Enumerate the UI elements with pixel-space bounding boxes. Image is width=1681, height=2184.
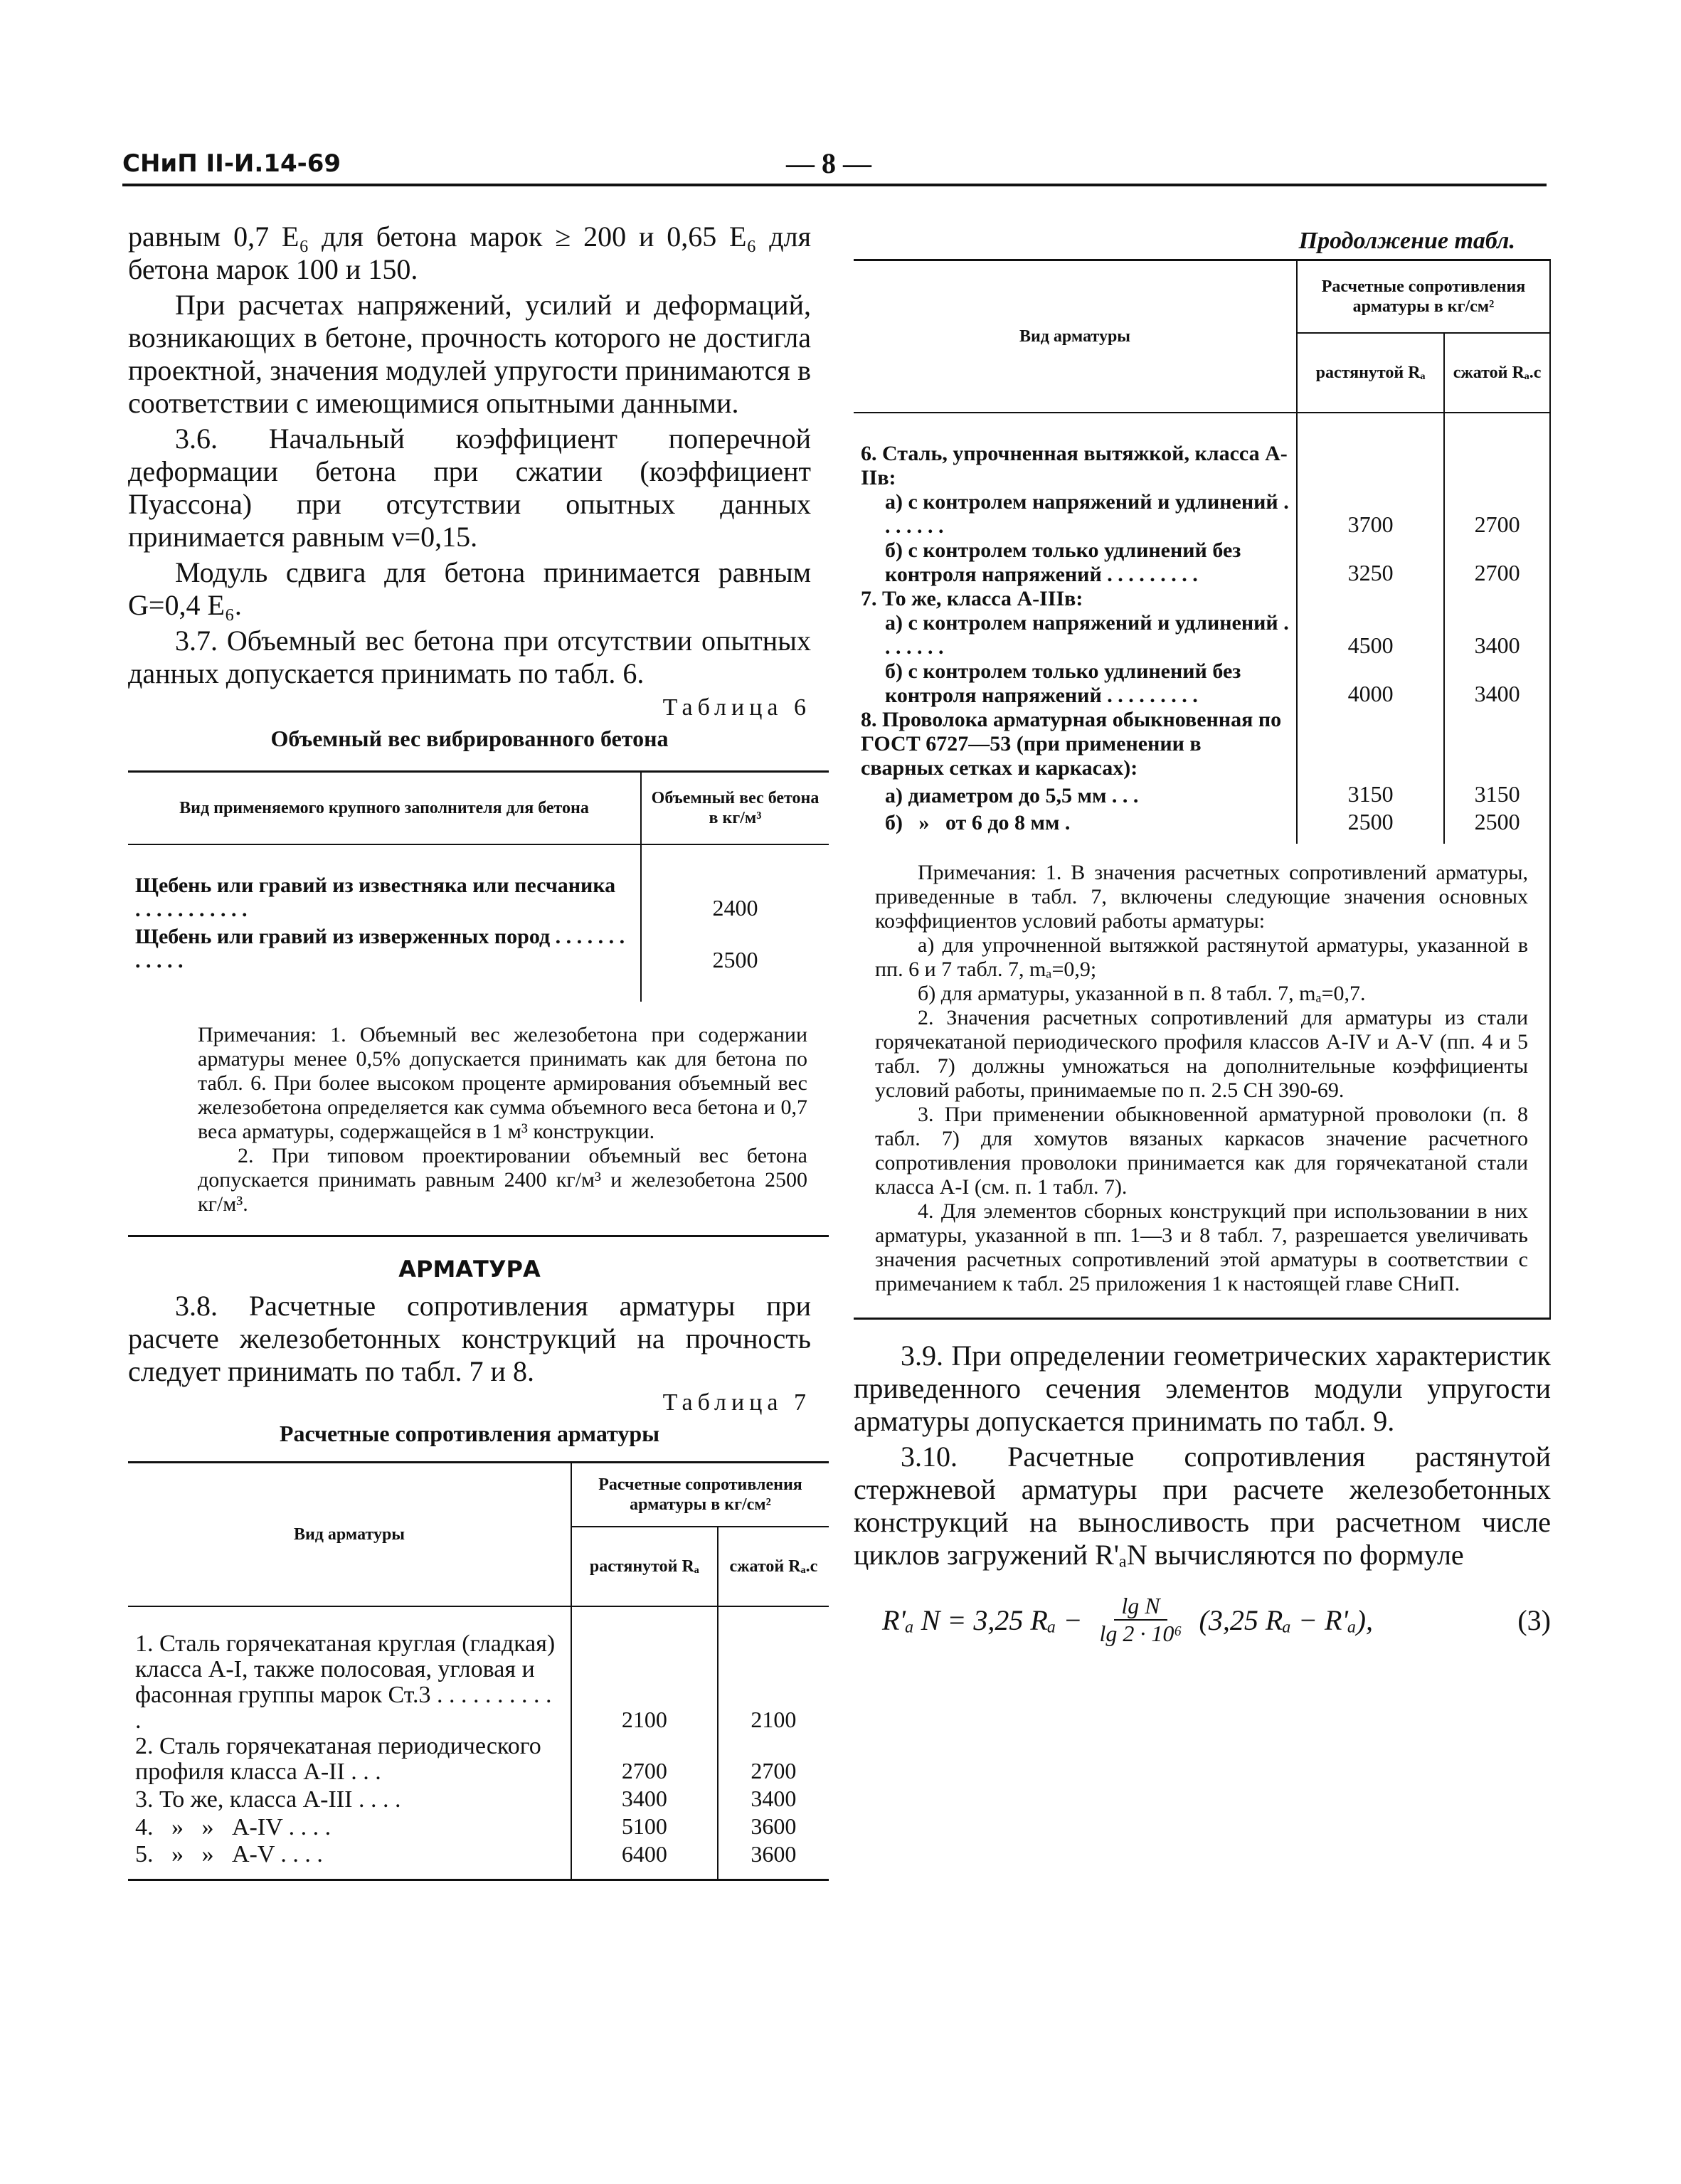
table-row: а) диаметром до 5,5 мм . . . xyxy=(885,784,1139,807)
table-row: 7. То же, класса А-IIIв: xyxy=(861,587,1083,610)
table-7 xyxy=(128,1461,829,1881)
table-7-header-group: Расчетные сопротивления арматуры в кг/см² xyxy=(571,1463,829,1527)
table-cell: 3600 xyxy=(718,1840,829,1880)
table-6-header-weight: Объемный вес бетона в кг/м³ xyxy=(641,772,829,845)
note: а) для упрочненной вытяжкой растянутой арматуры, указанной в пп. 6 и 7 табл. 7, mₐ=0,9; xyxy=(875,933,1528,981)
table-row: 6. Сталь, упрочненная вытяжкой, класса А-IIв: xyxy=(861,442,1288,489)
table-cell: 3700 xyxy=(1297,490,1444,539)
table-cell: 3150 xyxy=(1297,780,1444,808)
table-7-header-kind: Вид арматуры xyxy=(128,1463,571,1607)
table-cell xyxy=(1444,413,1550,490)
table-cell xyxy=(1444,587,1550,611)
paragraph-3-10: 3.10. Расчетные сопротивления растянутой стержневой арматуры при расчете железобетонных конструкций на выносливость при расчетном числе циклов загружений R'ₐN вычисляются по формуле xyxy=(854,1441,1551,1571)
table-7-notes xyxy=(854,844,1550,1319)
table-cell xyxy=(1297,708,1444,780)
table-7-header-compression: сжатой Rₐ.с xyxy=(1444,333,1550,413)
table-7-label: Таблица 7 xyxy=(662,1389,811,1416)
table-row: Щебень или гравий из изверженных пород . . . . . . . . . . . . xyxy=(135,925,625,972)
note: 3. При применении обыкновенной арматурной проволоки (п. 8 табл. 7) для хомутов вязаных каркасов значение расчетного сопротивления проволоки принимается как для горячекатаной стали класса А-I (см. п. 1 табл. 7). xyxy=(875,1103,1528,1199)
table-row: 4. » » А-IV . . . . xyxy=(135,1814,332,1840)
formula-rhs: (3,25 Rₐ − R'ₐ), xyxy=(1199,1603,1373,1636)
note: б) для арматуры, указанной в п. 8 табл. 7, mₐ=0,7. xyxy=(918,982,1366,1005)
page-number: — 8 — xyxy=(786,147,871,179)
table-7-header-tension: растянутой Rₐ xyxy=(571,1527,718,1606)
table-cell: 5100 xyxy=(571,1813,718,1840)
table-6-title: Объемный вес вибрированного бетона xyxy=(270,726,669,751)
table-cell: 3600 xyxy=(718,1813,829,1840)
table-6 xyxy=(128,770,829,1237)
table-row: б) с контролем только удлинений без контроля напряжений . . . . . . . . . xyxy=(885,659,1241,707)
section-heading: АРМАТУРА xyxy=(398,1256,541,1283)
paragraph-3-9: 3.9. При определении геометрических характеристик приведенного сечения элементов модули упругости арматуры допускается принимать по табл. 9. xyxy=(854,1340,1551,1437)
header-rule xyxy=(122,184,1547,186)
table-row: 3. То же, класса А-III . . . . xyxy=(135,1786,401,1813)
table-cell: 2700 xyxy=(571,1734,718,1785)
table-cell: 2700 xyxy=(718,1734,829,1785)
continued-table-label: Продолжение табл. xyxy=(1298,228,1515,254)
table-row: Щебень или гравий из известняка или песчаника . . . . . . . . . . . xyxy=(135,874,616,921)
paragraph: При расчетах напряжений, усилий и деформаций, возникающих в бетоне, прочность которого не достигла проектной, значения модулей упругости принимаются в соответствии с имеющимися опытными данными. xyxy=(128,289,811,419)
note: 2. Значения расчетных сопротивлений для арматуры из стали горячекатаной периодического профиля классов А-IV и А-V (пп. 4 и 5 табл. 7) должны умножаться на дополнительные коэффициенты условий работы, принимаемые по п. 2.5 СН 390-69. xyxy=(875,1006,1528,1102)
table-7-header-compression: сжатой Rₐ.с xyxy=(718,1527,829,1606)
paragraph: равным 0,7 E₆ для бетона марок ≥ 200 и 0,65 E₆ для бетона марок 100 и 150. xyxy=(128,221,811,285)
paragraph-3-6: 3.6. Начальный коэффициент поперечной деформации бетона при сжатии (коэффициент Пуассона) при отсутствии опытных данных принимается равным ν=0,15. xyxy=(128,423,811,553)
table-cell: 2500 xyxy=(641,922,829,1002)
paragraph-3-8: 3.8. Расчетные сопротивления арматуры при расчете железобетонных конструкций на прочность следует принимать по табл. 7 и 8. xyxy=(128,1290,811,1387)
note: 4. Для элементов сборных конструкций при использовании в них арматуры, указанной в пп. 1—3 и 8 табл. 7, разрешается увеличивать значения расчетных сопротивлений этой арматуры в соответствии с примечанием к табл. 25 приложения 1 к настоящей главе СНиП. xyxy=(875,1199,1528,1295)
paragraph-3-7: 3.7. Объемный вес бетона при отсутствии опытных данных допускается принимать по табл. 6. xyxy=(128,625,811,689)
note: 2. При типовом проектировании объемный вес бетона допускается принимать равным 2400 кг/м³ и железобетона 2500 кг/м³. xyxy=(198,1144,807,1216)
table-cell: 3400 xyxy=(1444,659,1550,708)
formula-lhs: R'ₐ N = 3,25 Rₐ − xyxy=(882,1603,1083,1636)
table-cell: 2100 xyxy=(571,1606,718,1734)
table-cell: 6400 xyxy=(571,1840,718,1880)
table-row: 5. » » А-V . . . . xyxy=(135,1841,323,1867)
table-cell xyxy=(1297,413,1444,490)
table-cell xyxy=(1444,708,1550,780)
table-7-header-kind: Вид арматуры xyxy=(854,260,1297,413)
note: Примечания: 1. Объемный вес железобетона при содержании арматуры менее 0,5% допускается принимать как для бетона по табл. 6. При более высоком проценте армирования объемный вес железобетона определяется как сумма объемного веса бетона и 0,7 веса арматуры, содержащейся в 1 м³ конструкции. xyxy=(198,1023,807,1143)
table-cell: 2700 xyxy=(1444,539,1550,587)
table-cell: 3400 xyxy=(718,1785,829,1813)
table-row: б) с контролем только удлинений без контроля напряжений . . . . . . . . . xyxy=(885,539,1241,586)
left-column xyxy=(128,221,820,1881)
table-cell: 2400 xyxy=(641,844,829,922)
right-column xyxy=(854,228,1551,1647)
table-cell: 2100 xyxy=(718,1606,829,1734)
table-row: а) с контролем напряжений и удлинений . . . . . . . xyxy=(885,611,1289,659)
table-7-header-tension: растянутой Rₐ xyxy=(1297,333,1444,413)
formula-fraction xyxy=(1092,1593,1189,1647)
table-cell: 4500 xyxy=(1297,611,1444,659)
table-6-header-aggregate: Вид применяемого крупного заполнителя для бетона xyxy=(128,772,641,845)
table-row: 2. Сталь горячекатаная периодического профиля класса А-II . . . xyxy=(135,1733,541,1785)
table-6-label: Таблица 6 xyxy=(662,694,811,721)
table-cell: 3250 xyxy=(1297,539,1444,587)
table-row: а) с контролем напряжений и удлинений . . . . . . . xyxy=(885,490,1289,538)
table-cell: 2500 xyxy=(1444,808,1550,844)
table-6-notes xyxy=(128,1002,829,1236)
table-row: 1. Сталь горячекатаная круглая (гладкая) класса А-I, также полосовая, угловая и фасонная группы марок Ст.3 . . . . . . . . . . . xyxy=(135,1631,556,1734)
table-cell: 4000 xyxy=(1297,659,1444,708)
table-row: 8. Проволока арматурная обыкновенная по ГОСТ 6727—53 (при применении в сварных сетках и каркасах): xyxy=(861,708,1282,780)
table-cell: 2500 xyxy=(1297,808,1444,844)
table-cell: 3400 xyxy=(571,1785,718,1813)
formula-denominator: lg 2 · 10⁶ xyxy=(1099,1621,1182,1646)
table-cell: 3400 xyxy=(1444,611,1550,659)
formula-number: (3) xyxy=(1517,1603,1551,1636)
table-7-continued xyxy=(854,259,1551,1320)
table-7-header-group: Расчетные сопротивления арматуры в кг/см² xyxy=(1297,260,1550,334)
formula-3 xyxy=(854,1593,1551,1647)
table-cell: 3150 xyxy=(1444,780,1550,808)
table-cell: 2700 xyxy=(1444,490,1550,539)
document-code: СНиП II-И.14-69 xyxy=(122,149,341,178)
table-row: б) » от 6 до 8 мм . xyxy=(885,811,1071,834)
formula-numerator: lg N xyxy=(1114,1593,1167,1621)
note: Примечания: 1. В значения расчетных сопротивлений арматуры, приведенные в табл. 7, включены следующие значения основных коэффициентов условий работы арматуры: xyxy=(875,861,1528,933)
table-cell xyxy=(1297,587,1444,611)
paragraph: Модуль сдвига для бетона принимается равным G=0,4 E₆. xyxy=(128,556,811,621)
table-7-title: Расчетные сопротивления арматуры xyxy=(279,1421,660,1446)
